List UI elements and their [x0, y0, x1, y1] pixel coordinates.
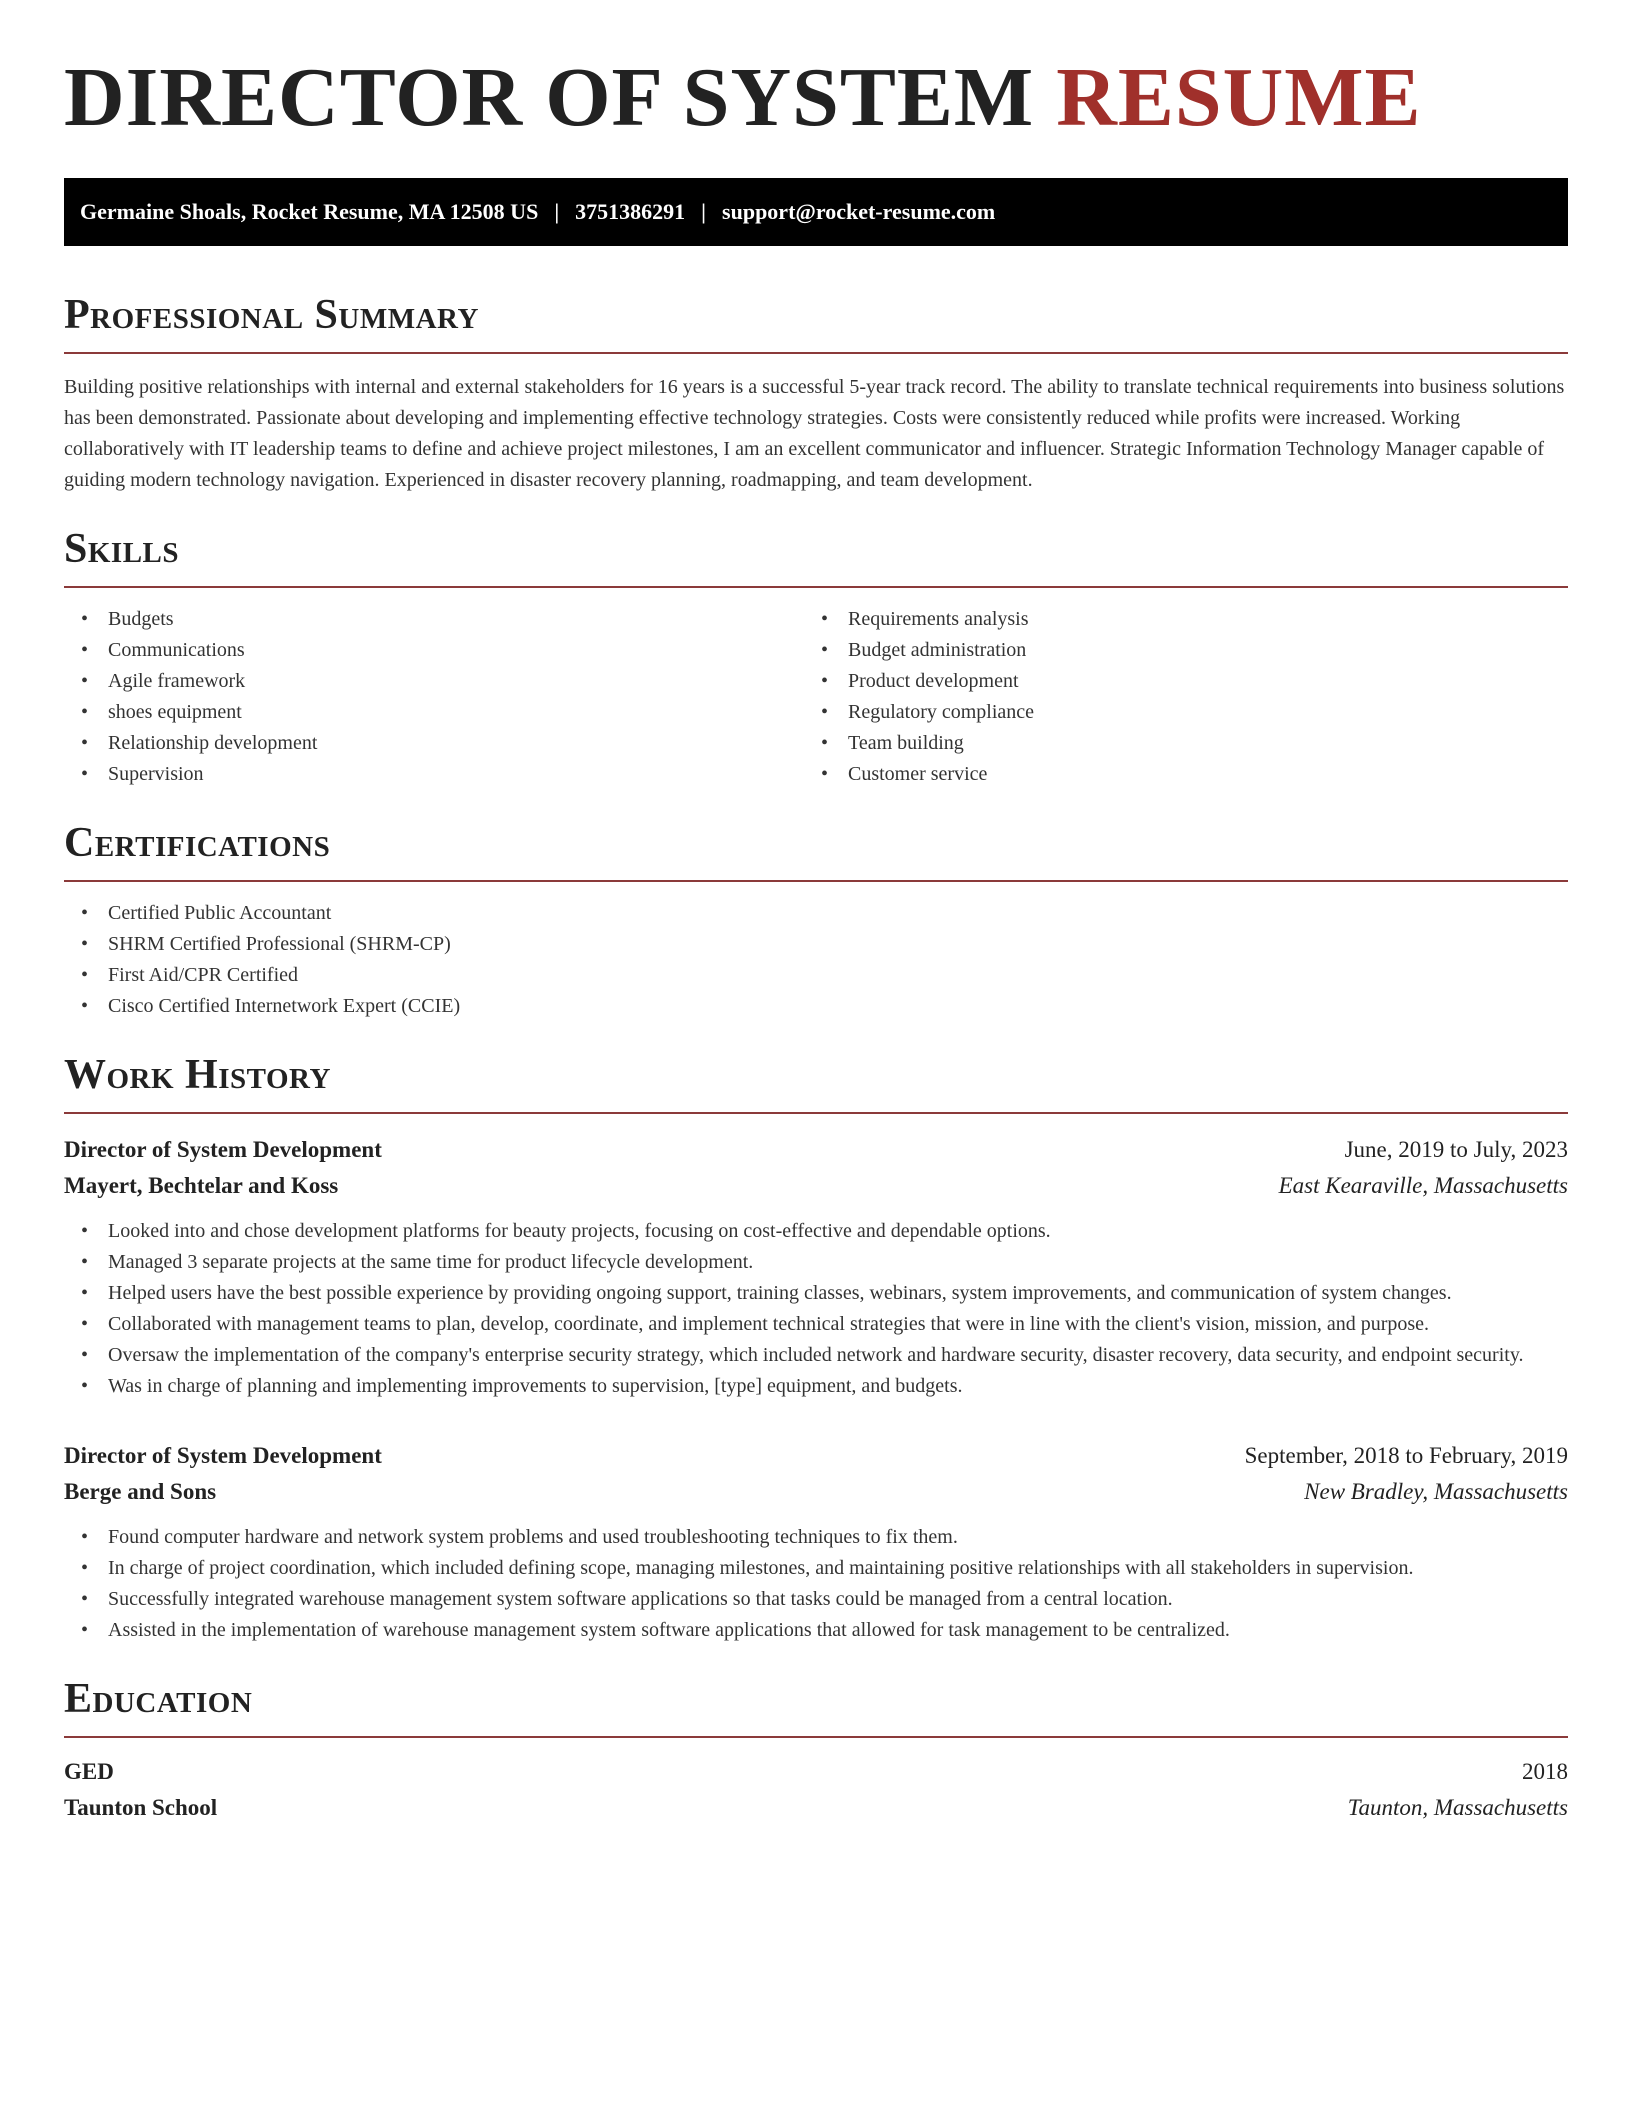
job-company-row [64, 1474, 1568, 1510]
education-school: Taunton School [64, 1795, 218, 1820]
skills-columns [64, 604, 1568, 790]
job-location: New Bradley, Massachusetts [1304, 1479, 1568, 1504]
education-heading: Education [64, 1676, 253, 1722]
section-divider [64, 880, 1568, 882]
education-entry [64, 1754, 1568, 1826]
skill-item: • Supervision [64, 759, 804, 790]
job-duty: • Successfully integrated warehouse management system software applications so that tasks could be managed from a central location. [64, 1584, 1568, 1615]
certification-item: • SHRM Certified Professional (SHRM-CP) [64, 929, 1568, 960]
skills-list-left [64, 604, 804, 790]
certifications-heading: Certifications [64, 820, 331, 866]
job-duty: • Assisted in the implementation of warehouse management system software applications that allowed for task management to be centralized. [64, 1615, 1568, 1646]
skill-item: • Budgets [64, 604, 804, 635]
job-entry [64, 1438, 1568, 1646]
skills-list-right [804, 604, 1544, 790]
contact-phone: 3751386291 [575, 199, 686, 224]
job-duty: • Oversaw the implementation of the company's enterprise security strategy, which included network and hardware security, disaster recovery, data security, and endpoint security. [64, 1340, 1568, 1371]
job-title: Director of System Development [64, 1443, 382, 1468]
section-divider [64, 586, 1568, 588]
job-dates: September, 2018 to February, 2019 [1244, 1443, 1568, 1468]
skill-item: • Agile framework [64, 666, 804, 697]
certifications-list [64, 898, 1568, 1022]
contact-bar [64, 178, 1568, 246]
job-duties-list [64, 1522, 1568, 1646]
job-duty: • Collaborated with management teams to plan, develop, coordinate, and implement technical strategies that were in line with the client's vision, mission, and purpose. [64, 1309, 1568, 1340]
job-duties-list [64, 1216, 1568, 1402]
skill-item: • Relationship development [64, 728, 804, 759]
job-duty: • Found computer hardware and network system problems and used troubleshooting techniques to fix them. [64, 1522, 1568, 1553]
skill-item: • Customer service [804, 759, 1544, 790]
education-location: Taunton, Massachusetts [1347, 1795, 1568, 1820]
skills-section [64, 528, 1568, 790]
job-title-row [64, 1438, 1568, 1474]
section-divider [64, 1112, 1568, 1114]
summary-section [64, 294, 1568, 496]
job-dates: June, 2019 to July, 2023 [1344, 1137, 1568, 1162]
summary-heading: Professional Summary [64, 292, 479, 338]
job-duty: • In charge of project coordination, which included defining scope, managing milestones, and maintaining positive relationships with all stakeholders in supervision. [64, 1553, 1568, 1584]
job-duty: • Helped users have the best possible experience by providing ongoing support, training classes, webinars, system improvements, and communication of system changes. [64, 1278, 1568, 1309]
title-main: DIRECTOR OF SYSTEM [64, 51, 1035, 144]
job-company: Mayert, Bechtelar and Koss [64, 1173, 339, 1198]
title-accent: RESUME [1056, 51, 1422, 144]
job-duty: • Looked into and chose development platforms for beauty projects, focusing on cost-effective and dependable options. [64, 1216, 1568, 1247]
contact-separator: | [554, 199, 560, 224]
summary-text: Building positive relationships with internal and external stakeholders for 16 years is a successful 5-year track record. The ability to translate technical requirements into business solutions has been demonstrated. Passionate about developing and implementing effective technology strategies. Costs were consistently reduced while profits were increased. Working collaboratively with IT leadership teams to define and achieve project milestones, I am an excellent communicator and influencer. Strategic Information Technology Manager capable of guiding modern technology navigation. Experienced in disaster recovery planning, roadmapping, and team development. [64, 376, 1565, 491]
skill-item: • Team building [804, 728, 1544, 759]
job-location: East Kearaville, Massachusetts [1278, 1173, 1568, 1198]
job-duty: • Managed 3 separate projects at the same time for product lifecycle development. [64, 1247, 1568, 1278]
job-duty: • Was in charge of planning and implementing improvements to supervision, [type] equipment, and budgets. [64, 1371, 1568, 1402]
certification-item: • First Aid/CPR Certified [64, 960, 1568, 991]
skill-item: • Budget administration [804, 635, 1544, 666]
section-divider [64, 1736, 1568, 1738]
job-company-row [64, 1168, 1568, 1204]
skill-item: • Communications [64, 635, 804, 666]
education-degree-row [64, 1754, 1568, 1790]
education-year: 2018 [1522, 1759, 1568, 1784]
job-title: Director of System Development [64, 1137, 382, 1162]
work-history-heading: Work History [64, 1052, 331, 1098]
skill-item: • Product development [804, 666, 1544, 697]
contact-separator: | [701, 199, 707, 224]
job-title-row [64, 1132, 1568, 1168]
skills-heading: Skills [64, 526, 180, 572]
skill-item: • shoes equipment [64, 697, 804, 728]
skill-item: • Regulatory compliance [804, 697, 1544, 728]
job-company: Berge and Sons [64, 1479, 217, 1504]
work-history-section [64, 1054, 1568, 1646]
education-school-row [64, 1790, 1568, 1826]
resume-title [64, 51, 1568, 144]
resume-page [64, 0, 1568, 1826]
education-section [64, 1678, 1568, 1826]
skill-item: • Requirements analysis [804, 604, 1544, 635]
education-degree: GED [64, 1759, 114, 1784]
certification-item: • Cisco Certified Internetwork Expert (CCIE) [64, 991, 1568, 1022]
contact-email: support@rocket-resume.com [722, 199, 996, 224]
job-entry [64, 1132, 1568, 1402]
certifications-section [64, 822, 1568, 1022]
certification-item: • Certified Public Accountant [64, 898, 1568, 929]
contact-address: Germaine Shoals, Rocket Resume, MA 12508 US [80, 199, 539, 224]
section-divider [64, 352, 1568, 354]
